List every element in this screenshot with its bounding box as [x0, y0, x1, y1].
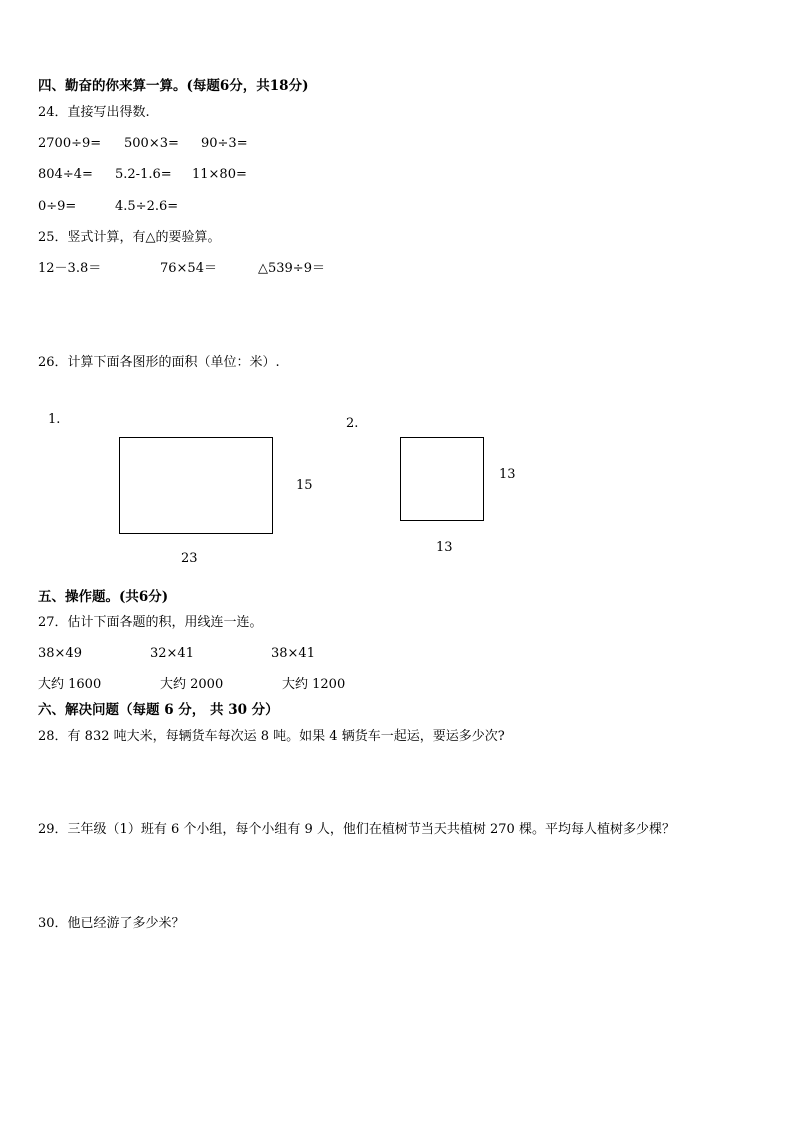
figure2-width-label: 13 [436, 540, 453, 555]
q27-product: 38×41 [271, 646, 315, 661]
figure2-square [400, 437, 484, 521]
q27-estimate: 大约 1600 [38, 677, 102, 692]
figure2-number: 2. [346, 416, 359, 431]
q25-stem: 25．竖式计算，有△的要验算。 [38, 230, 221, 245]
q24-item: 804÷4= [38, 167, 93, 182]
q27-estimate: 大约 2000 [160, 677, 224, 692]
section4-heading: 四、勤奋的你来算一算。(每题6分，共18分) [38, 78, 309, 94]
q27-product: 38×49 [38, 646, 82, 661]
figure1-rectangle [119, 437, 273, 534]
q24-item: 5.2-1.6= [115, 167, 172, 182]
q24-item: 90÷3= [201, 136, 248, 151]
q30-text: 30．他已经游了多少米？ [38, 916, 185, 931]
q24-stem: 24．直接写出得数. [38, 105, 150, 120]
q24-item: 2700÷9= [38, 136, 102, 151]
q24-item: 500×3= [124, 136, 179, 151]
q27-estimate: 大约 1200 [282, 677, 346, 692]
q25-item: 76×54＝ [160, 261, 217, 276]
q26-stem: 26．计算下面各图形的面积（单位：米）. [38, 355, 280, 370]
q24-item: 0÷9= [38, 199, 77, 214]
section5-heading: 五、操作题。(共6分) [38, 589, 169, 605]
figure1-width-label: 23 [181, 551, 198, 566]
q27-stem: 27．估计下面各题的积，用线连一连。 [38, 615, 263, 630]
figure1-number: 1. [48, 412, 61, 427]
q24-item: 4.5÷2.6= [115, 199, 179, 214]
figure2-height-label: 13 [499, 467, 516, 482]
q27-product: 32×41 [150, 646, 194, 661]
q24-item: 11×80= [192, 167, 247, 182]
section6-heading: 六、解决问题（每题 6 分， 共 30 分） [38, 702, 279, 718]
q25-item: 12－3.8＝ [38, 261, 102, 276]
q25-item: △539÷9＝ [258, 261, 325, 276]
q29-text: 29．三年级（1）班有 6 个小组，每个小组有 9 人，他们在植树节当天共植树 270 棵。平均每人植树多少棵？ [38, 822, 675, 837]
figure1-height-label: 15 [296, 478, 313, 493]
q28-text: 28．有 832 吨大米，每辆货车每次运 8 吨。如果 4 辆货车一起运，要运多少次? [38, 729, 505, 744]
